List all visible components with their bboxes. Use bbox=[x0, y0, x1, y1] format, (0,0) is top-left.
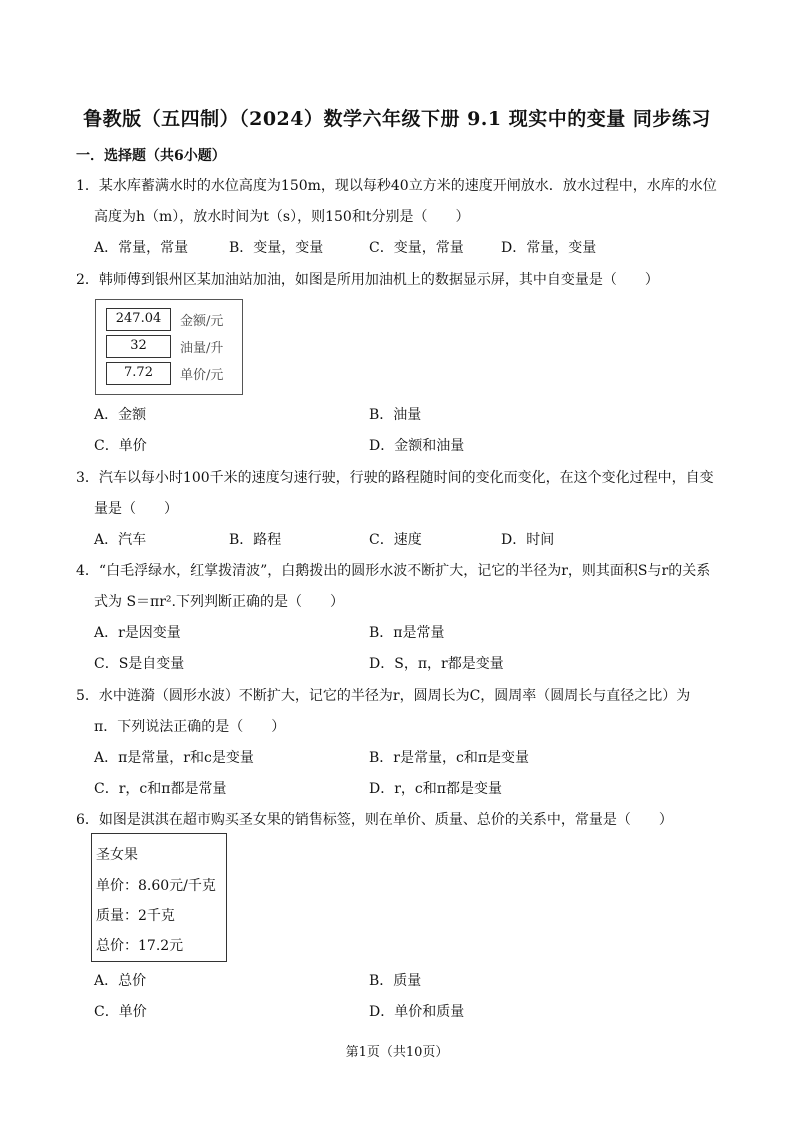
fuel-pump-display-figure bbox=[95, 299, 243, 395]
tag-weight: 质量：2千克 bbox=[96, 908, 175, 924]
question-text: 高度为h（m），放水时间为t（s），则150和t分别是（ ） bbox=[94, 209, 470, 225]
display-value: 7.72 bbox=[106, 362, 171, 385]
display-value: 32 bbox=[106, 335, 171, 358]
question-text: π．下列说法正确的是（ ） bbox=[94, 719, 286, 735]
page-footer: 第1页（共10页） bbox=[345, 1045, 449, 1060]
option-a: A．r是因变量 bbox=[94, 625, 181, 641]
option-a: A．π是常量，r和c是变量 bbox=[94, 750, 254, 766]
option-b: B．π是常量 bbox=[369, 625, 445, 641]
option-c: C．r，c和π都是常量 bbox=[94, 781, 227, 797]
option-b: B．路程 bbox=[229, 532, 282, 548]
option-b: B．r是常量，c和π是变量 bbox=[369, 750, 530, 766]
display-label: 单价/元 bbox=[180, 368, 224, 383]
option-d: D．r，c和π都是变量 bbox=[369, 781, 502, 797]
question-text: 1．某水库蓄满水时的水位高度为150m，现以每秒40立方米的速度开闸放水．放水过程中，水库的水位 bbox=[76, 178, 717, 194]
option-a: A．常量，常量 bbox=[94, 240, 189, 256]
section-heading: 一．选择题（共6小题） bbox=[76, 148, 226, 164]
option-a: A．总价 bbox=[94, 973, 147, 989]
option-d: D．S，π，r都是变量 bbox=[369, 656, 504, 672]
display-label: 金额/元 bbox=[180, 314, 224, 329]
option-c: C．单价 bbox=[94, 1004, 147, 1020]
option-c: C．变量，常量 bbox=[369, 240, 464, 256]
question-text: 4．“白毛浮绿水，红掌拨清波”，白鹅拨出的圆形水波不断扩大，记它的半径为r，则其面积S与r的关系 bbox=[76, 563, 711, 579]
option-a: A．汽车 bbox=[94, 532, 147, 548]
option-d: D．单价和质量 bbox=[369, 1004, 465, 1020]
question-text: 量是（ ） bbox=[94, 501, 178, 517]
option-b: B．油量 bbox=[369, 407, 422, 423]
option-d: D．常量，变量 bbox=[501, 240, 597, 256]
option-b: B．质量 bbox=[369, 973, 422, 989]
tag-product-name: 圣女果 bbox=[96, 847, 138, 863]
price-tag-figure bbox=[91, 833, 227, 962]
option-c: C．单价 bbox=[94, 438, 147, 454]
option-d: D．时间 bbox=[501, 532, 555, 548]
question-text: 6．如图是淇淇在超市购买圣女果的销售标签，则在单价、质量、总价的关系中，常量是（ ） bbox=[76, 812, 673, 828]
option-a: A．金额 bbox=[94, 407, 147, 423]
option-c: C．S是自变量 bbox=[94, 656, 185, 672]
tag-unit-price: 单价：8.60元/千克 bbox=[96, 878, 216, 894]
display-value: 247.04 bbox=[106, 308, 171, 331]
question-text: 5．水中涟漪（圆形水波）不断扩大，记它的半径为r，圆周长为C，圆周率（圆周长与直径之比）为 bbox=[76, 688, 691, 704]
question-text: 式为 S＝πr².下列判断正确的是（ ） bbox=[94, 594, 344, 610]
question-text: 2．韩师傅到银州区某加油站加油，如图是所用加油机上的数据显示屏，其中自变量是（ ） bbox=[76, 272, 659, 288]
option-c: C．速度 bbox=[369, 532, 422, 548]
tag-total-price: 总价：17.2元 bbox=[96, 938, 184, 954]
page-title: 鲁教版（五四制）（2024）数学六年级下册 9.1 现实中的变量 同步练习 bbox=[83, 108, 711, 130]
option-d: D．金额和油量 bbox=[369, 438, 465, 454]
option-b: B．变量，变量 bbox=[229, 240, 324, 256]
display-label: 油量/升 bbox=[180, 341, 224, 356]
question-text: 3．汽车以每小时100千米的速度匀速行驶，行驶的路程随时间的变化而变化，在这个变化过程中，自变 bbox=[76, 470, 714, 486]
